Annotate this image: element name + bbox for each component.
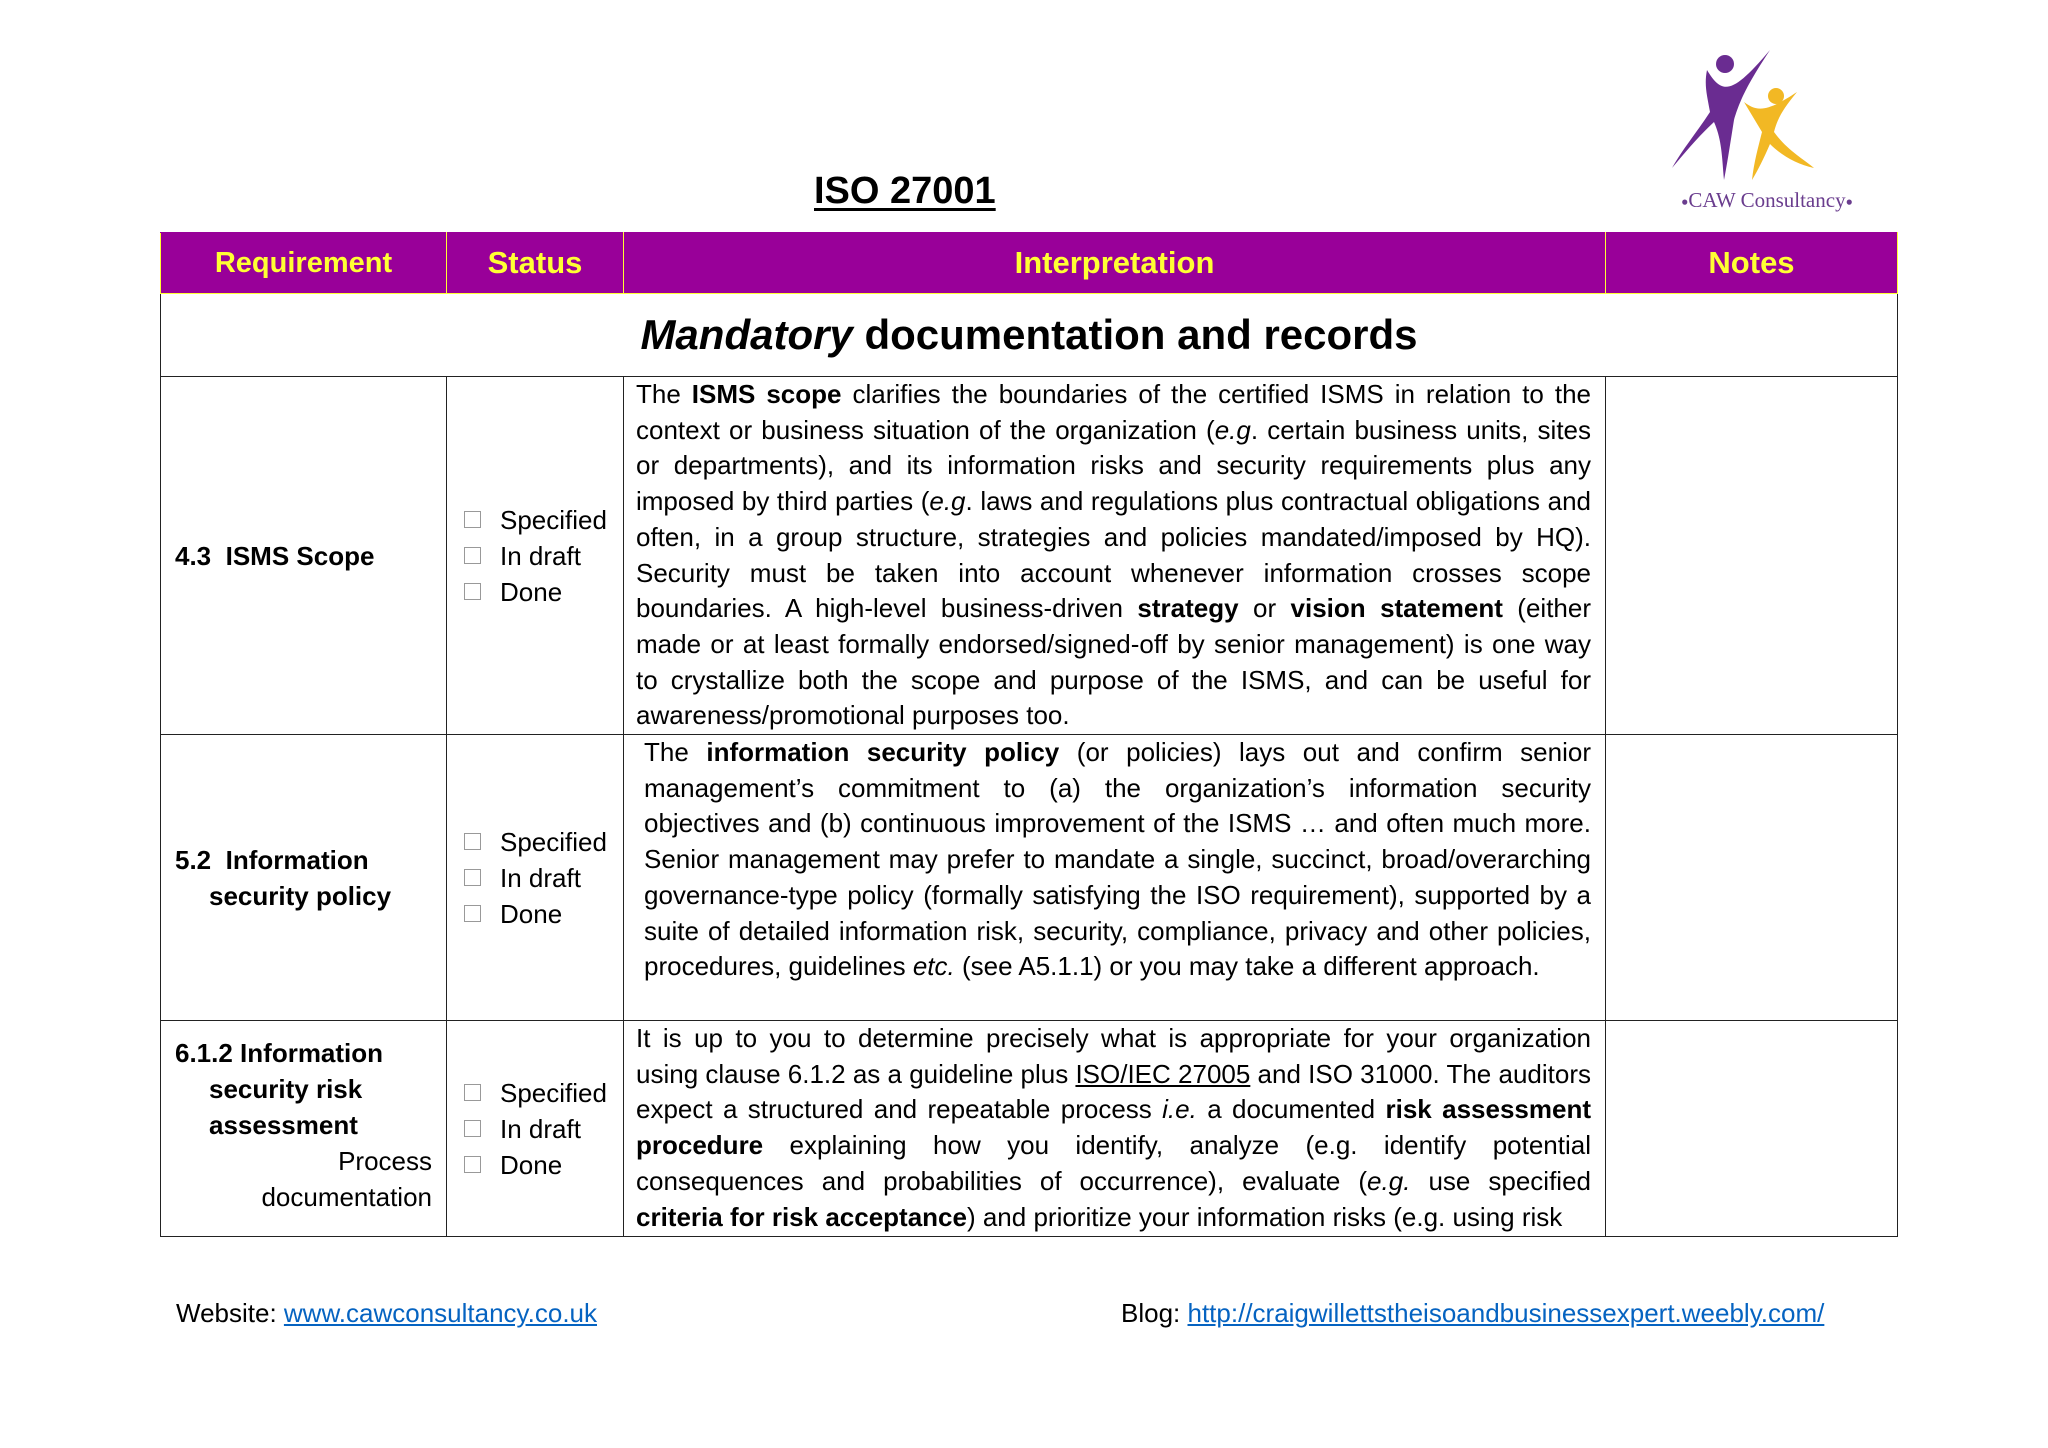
- status-option[interactable]: [464, 574, 623, 610]
- status-option[interactable]: [464, 824, 623, 860]
- interp-text: (or policies) lays out and confirm senior management’s commitment to (a) the organization’s information security objectives and (b) continuous improvement of the ISMS … and often much more. Senior management may prefer to mandate a single, succinct, broad/overarching governance-type policy (formally satisfying the ISO requirement), supported by a suite of detailed information risk, security, compliance, privacy and other policies, procedures, guidelines: [644, 737, 1591, 982]
- status-label: In draft: [500, 1113, 581, 1144]
- requirement-title: ISMS Scope: [225, 540, 375, 571]
- checkbox-icon[interactable]: [464, 833, 481, 850]
- interp-bold: criteria for risk acceptance: [636, 1201, 967, 1232]
- status-label: Specified: [500, 826, 607, 857]
- interp-text: (see A5.1.1) or you may take a different approach.: [954, 951, 1540, 982]
- table-header-row: [161, 233, 1898, 294]
- requirement-subtitle: documentation: [261, 1182, 432, 1213]
- interp-text: and ISO 31000. The auditors expect a structured and repeatable process: [636, 1058, 1591, 1125]
- status-label: Done: [500, 898, 563, 929]
- blog-link[interactable]: http://craigwillettstheisoandbusinessexpert.weebly.com/: [1187, 1298, 1825, 1328]
- table-row: [161, 1021, 1898, 1237]
- interp-bold: information security policy: [706, 737, 1060, 768]
- requirement-title-cont: security policy: [209, 880, 392, 911]
- table-row: [161, 377, 1898, 735]
- interp-text: The: [644, 737, 707, 768]
- status-cell: [447, 1021, 624, 1237]
- status-label: In draft: [500, 862, 581, 893]
- interp-text: or: [1238, 593, 1291, 624]
- interp-text: . laws and regulations plus contractual obligations and often, in a group structure, strategies and policies mandated/imposed by HQ). Security must be taken into account whenever information crosses scope boundaries. A high-level business-driven: [636, 486, 1591, 624]
- header-notes: Notes: [1606, 233, 1898, 294]
- document-title: ISO 27001: [814, 170, 996, 212]
- status-label: Done: [500, 1149, 563, 1180]
- interp-text: use specified: [1410, 1165, 1591, 1196]
- interp-italic: e.g.: [1367, 1165, 1411, 1196]
- interp-text: clarifies the boundaries of the certified ISMS in relation to the context or business situation of the organization (: [636, 379, 1591, 445]
- checkbox-icon[interactable]: [464, 869, 481, 886]
- checkbox-icon[interactable]: [464, 583, 481, 600]
- notes-cell[interactable]: [1606, 735, 1898, 1021]
- interp-bold: ISMS scope: [691, 379, 842, 409]
- requirement-cell: [161, 735, 447, 1021]
- requirement-cell: [161, 377, 447, 735]
- status-cell: [447, 735, 624, 1021]
- section-heading: [161, 294, 1898, 377]
- footer-website: [176, 1298, 597, 1329]
- status-label: Done: [500, 576, 563, 607]
- interp-italic: i.e.: [1162, 1094, 1197, 1125]
- section-heading-row: [161, 294, 1898, 377]
- bullet-right-icon: ●: [1845, 194, 1853, 209]
- interp-underline: ISO/IEC 27005: [1075, 1058, 1251, 1089]
- status-label: In draft: [500, 540, 581, 571]
- status-option[interactable]: [464, 502, 623, 538]
- requirement-number: 5.2: [175, 844, 212, 875]
- interp-text: (either made or at least formally endorsed/signed-off by senior management) is one way to crystallize both the scope and purpose of the ISMS, and can be useful for awareness/promotional purposes too.: [636, 593, 1592, 731]
- checkbox-icon[interactable]: [464, 1156, 481, 1173]
- interp-text: ) and prioritize your information risks (e.g. using risk: [966, 1201, 1563, 1232]
- interp-text: explaining how you identify, analyze (e.g. identify potential consequences and probabilities of occurrence), evaluate (: [636, 1130, 1591, 1196]
- interp-italic: e.g: [929, 486, 966, 517]
- interp-text: It is up to you to determine precisely what is appropriate for your organization using clause 6.1.2 as a guideline plus: [636, 1023, 1591, 1089]
- requirement-subtitle: Process: [338, 1146, 432, 1177]
- header-interpretation: Interpretation: [624, 233, 1606, 294]
- status-option[interactable]: [464, 1147, 623, 1183]
- interpretation-cell: [624, 735, 1606, 1021]
- checkbox-icon[interactable]: [464, 547, 481, 564]
- interp-text: a documented: [1196, 1094, 1386, 1125]
- section-heading-emphasis: Mandatory: [640, 311, 853, 358]
- header-requirement: Requirement: [161, 233, 447, 294]
- interp-bold: vision statement: [1290, 593, 1503, 624]
- checkbox-icon[interactable]: [464, 1120, 481, 1137]
- status-label: Specified: [500, 504, 607, 535]
- interpretation-cell: [624, 377, 1606, 735]
- header-status: Status: [447, 233, 624, 294]
- logo-text: CAW Consultancy: [1688, 188, 1846, 212]
- section-heading-text: documentation and records: [852, 311, 1418, 358]
- requirement-title-cont: security risk: [209, 1074, 363, 1105]
- interpretation-cell: [624, 1021, 1606, 1237]
- requirement-title: 6.1.2 Information: [175, 1038, 384, 1069]
- table-row: [161, 735, 1898, 1021]
- interp-bold: strategy: [1137, 593, 1239, 624]
- requirement-title-cont: assessment: [209, 1110, 358, 1141]
- status-label: Specified: [500, 1077, 607, 1108]
- interp-text: . certain business units, sites or departments), and its information risks and security requirements plus any imposed by third parties (: [636, 414, 1591, 517]
- notes-cell[interactable]: [1606, 1021, 1898, 1237]
- status-option[interactable]: [464, 896, 623, 932]
- website-label: Website:: [176, 1298, 284, 1328]
- interp-italic: e.g: [1214, 414, 1251, 445]
- checkbox-icon[interactable]: [464, 1084, 481, 1101]
- interp-text: The: [636, 379, 692, 409]
- status-option[interactable]: [464, 1075, 623, 1111]
- requirement-number: 4.3: [175, 540, 212, 571]
- checkbox-icon[interactable]: [464, 905, 481, 922]
- interp-italic: etc.: [912, 951, 955, 982]
- status-cell: [447, 377, 624, 735]
- interp-bold: risk assessment procedure: [636, 1094, 1591, 1161]
- status-option[interactable]: [464, 1111, 623, 1147]
- notes-cell[interactable]: [1606, 377, 1898, 735]
- logo-wordmark: [1652, 188, 1882, 213]
- status-option[interactable]: [464, 860, 623, 896]
- footer-blog: [1121, 1298, 1824, 1329]
- requirement-title: Information: [225, 844, 369, 875]
- bullet-left-icon: ●: [1681, 194, 1689, 209]
- checkbox-icon[interactable]: [464, 511, 481, 528]
- requirement-cell: [161, 1021, 447, 1237]
- website-link[interactable]: www.cawconsultancy.co.uk: [283, 1298, 597, 1328]
- blog-label: Blog:: [1121, 1298, 1188, 1328]
- status-option[interactable]: [464, 538, 623, 574]
- requirements-table: [160, 232, 1898, 1237]
